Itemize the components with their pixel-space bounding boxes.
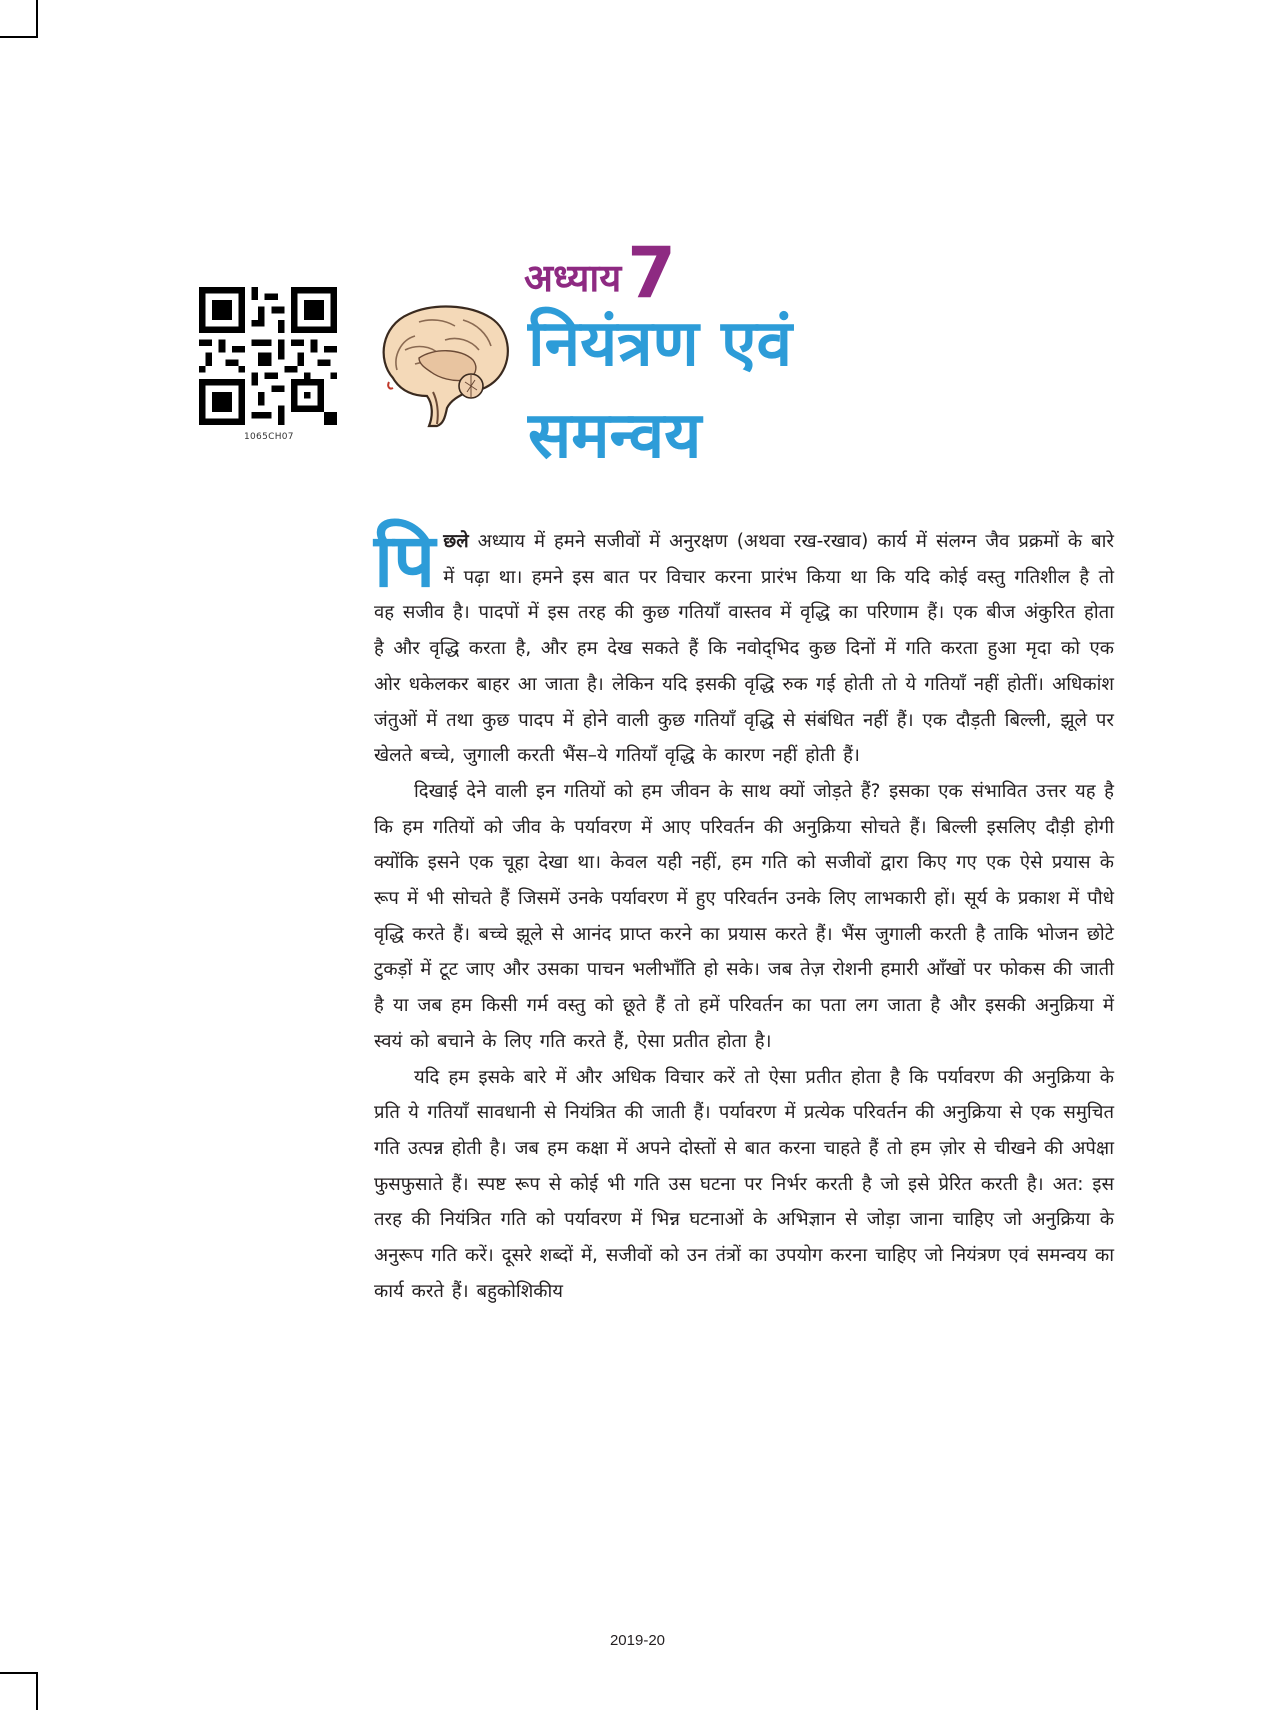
body-text (374, 518, 1114, 1309)
chapter-title-line-1: नियंत्रण एवं (528, 307, 793, 381)
drop-cap: पि (374, 518, 436, 604)
lead-bold-text: छले (443, 531, 469, 552)
qr-code-label: 1065CH07 (244, 432, 294, 442)
chapter-number: 7 (627, 232, 676, 314)
chapter-title-line-2: समन्वय (528, 399, 702, 473)
brain-illustration (375, 300, 515, 430)
chapter-word: अध्याय (524, 255, 622, 300)
crop-mark-top-left-h (0, 36, 38, 38)
chapter-title (528, 298, 792, 482)
paragraph-1-text: अध्याय में हमने सजीवों में अनुरक्षण (अथवा रख-रखाव) कार्य में संलग्न जैव प्रक्रमों के बारे में पढ़ा था। हमने इस बात पर विचार करना प्रारंभ किया था कि यदि कोई वस्तु गतिशील है तो वह सजीव है। पादपों में इस तरह की कुछ गतियाँ वास्तव में वृद्धि का परिणाम हैं। एक बीज अंकुरित होता है और वृद्धि करता है, और हम देख सकते हैं कि नवोद्‌भिद कुछ दिनों में गति करता हुआ मृदा को एक ओर धकेलकर बाहर आ जाता है। लेकिन यदि इसकी वृद्धि रुक गई होती तो ये गतियाँ नहीं होतीं। अधिकांश जंतुओं में तथा कुछ पादप में होने वाली कुछ गतियाँ वृद्धि से संबंधित नहीं हैं। एक दौड़ती बिल्ली, झूले पर खेलते बच्चे, जुगाली करती भैंस–ये गतियाँ वृद्धि के कारण नहीं होती हैं। (374, 531, 1114, 767)
crop-mark-bottom-left-h (0, 1672, 38, 1674)
crop-mark-top-left-v (36, 0, 38, 38)
page-footer-year: 2019-20 (609, 1632, 666, 1649)
paragraph-2: दिखाई देने वाली इन गतियों को हम जीवन के साथ क्यों जोड़ते हैं? इसका एक संभावित उत्तर यह है कि हम गतियों को जीव के पर्यावरण में आए परिवर्तन की अनुक्रिया सोचते हैं। बिल्ली इसलिए दौड़ी होगी क्योंकि इसने एक चूहा देखा था। केवल यही नहीं, हम गति को सजीवों द्वारा किए गए एक ऐसे प्रयास के रूप में भी सोचते हैं जिसमें उनके पर्यावरण में हुए परिवर्तन उनके लिए लाभकारी हों। सूर्य के प्रकाश में पौधे वृद्धि करते हैं। बच्चे झूले से आनंद प्राप्त करने का प्रयास करते हैं। भैंस जुगाली करती है ताकि भोजन छोटे टुकड़ों में टूट जाए और उसका पाचन भलीभाँति हो सके। जब तेज़ रोशनी हमारी आँखों पर फोकस की जाती है या जब हम किसी गर्म वस्तु को छूते हैं तो हमें परिवर्तन का पता लग जाता है और इसकी अनुक्रिया में स्वयं को बचाने के लिए गति करते हैं, ऐसा प्रतीत होता है। (374, 780, 1114, 1052)
qr-code[interactable] (199, 287, 337, 425)
crop-mark-bottom-left-v (36, 1672, 38, 1710)
paragraph-1 (374, 518, 1114, 774)
paragraph-3: यदि हम इसके बारे में और अधिक विचार करें तो ऐसा प्रतीत होता है कि पर्यावरण की अनुक्रिया के प्रति ये गतियाँ सावधानी से नियंत्रित की जाती हैं। पर्यावरण में प्रत्येक परिवर्तन की अनुक्रिया से एक समुचित गति उत्पन्न होती है। जब हम कक्षा में अपने दोस्तों से बात करना चाहते हैं तो हम ज़ोर से चीखने की अपेक्षा फुसफुसाते हैं। स्पष्ट रूप से कोई भी गति उस घटना पर निर्भर करती है जो इसे प्रेरित करती है। अत: इस तरह की नियंत्रित गति को पर्यावरण में भिन्न घटनाओं के अभिज्ञान से जोड़ा जाना चाहिए जो अनुक्रिया के अनुरूप गति करें। दूसरे शब्दों में, सजीवों को उन तंत्रों का उपयोग करना चाहिए जो नियंत्रण एवं समन्वय का कार्य करते हैं। बहुकोशिकीय (374, 1066, 1114, 1302)
